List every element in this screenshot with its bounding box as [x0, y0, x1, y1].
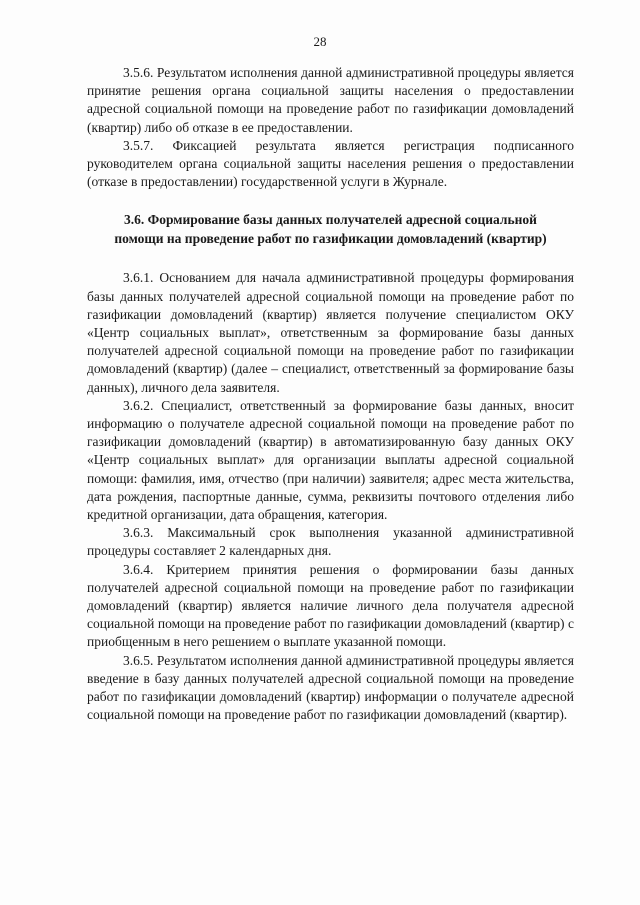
page-number: 28 [313, 34, 327, 49]
paragraph-3-6-4: 3.6.4. Критерием принятия решения о формировании базы данных получателей адресной социальной помощи на проведение работ по газификации домовладений (квартир) является наличие личного дела получателя адресной социальной помощи на проведение работ по газификации домовладений (квартир) с приобщенным в него решением о выплате указанной помощи. [87, 561, 574, 650]
paragraph-3-5-6: 3.5.6. Результатом исполнения данной административной процедуры является принятие решения органа социальной защиты населения о предоставлении адресной социальной помощи на проведение работ по газификации домовладений (квартир) либо об отказе в ее предоставлении. [87, 65, 574, 135]
paragraph-3-5-7: 3.5.7. Фиксацией результата является регистрация подписанного руководителем органа социальной защиты населения решения о предоставлении (отказе в предоставлении) государственной услуги в Журнале. [87, 137, 574, 190]
paragraph-3-6-2: 3.6.2. Специалист, ответственный за формирование базы данных, вносит информацию о получателе адресной социальной помощи на проведение работ по газификации домовладений (квартир) в автоматизированную базу данных ОКУ «Центр социальных выплат» для организации выплаты адресной социальной помощи: фамилия, имя, отчество (при наличии) заявителя; адрес места жительства, дата рождения, паспортные данные, сумма, реквизиты почтового отделения либо кредитной организации, дата обращения, категория. [87, 397, 574, 523]
paragraph-3-6-5: 3.6.5. Результатом исполнения данной административной процедуры является введение в базу данных получателей адресной социальной помощи на проведение работ по газификации домовладений (квартир) информации о получателе адресной социальной помощи на проведение работ по газификации домовладений (квартир). [87, 652, 574, 723]
spacer [87, 191, 574, 210]
spacer [87, 248, 574, 269]
document-body [87, 64, 574, 725]
section-heading-3-6: 3.6. Формирование базы данных получателей адресной социальной помощи на проведение работ по газификации домовладений (квартир) [114, 212, 547, 247]
paragraph-3-6-1: 3.6.1. Основанием для начала административной процедуры формирования базы данных получателей адресной социальной помощи на проведение работ по газификации домовладений (квартир) является получение специалистом ОКУ «Центр социальных выплат», ответственным за формирование базы данных получателей адресной социальной помощи на проведение работ по газификации домовладений (квартир) (далее – специалист, ответственный за формирование базы данных), личного дела заявителя. [87, 270, 574, 395]
paragraph-3-6-3: 3.6.3. Максимальный срок выполнения указанной административной процедуры составляет 2 календарных дня. [87, 525, 574, 559]
